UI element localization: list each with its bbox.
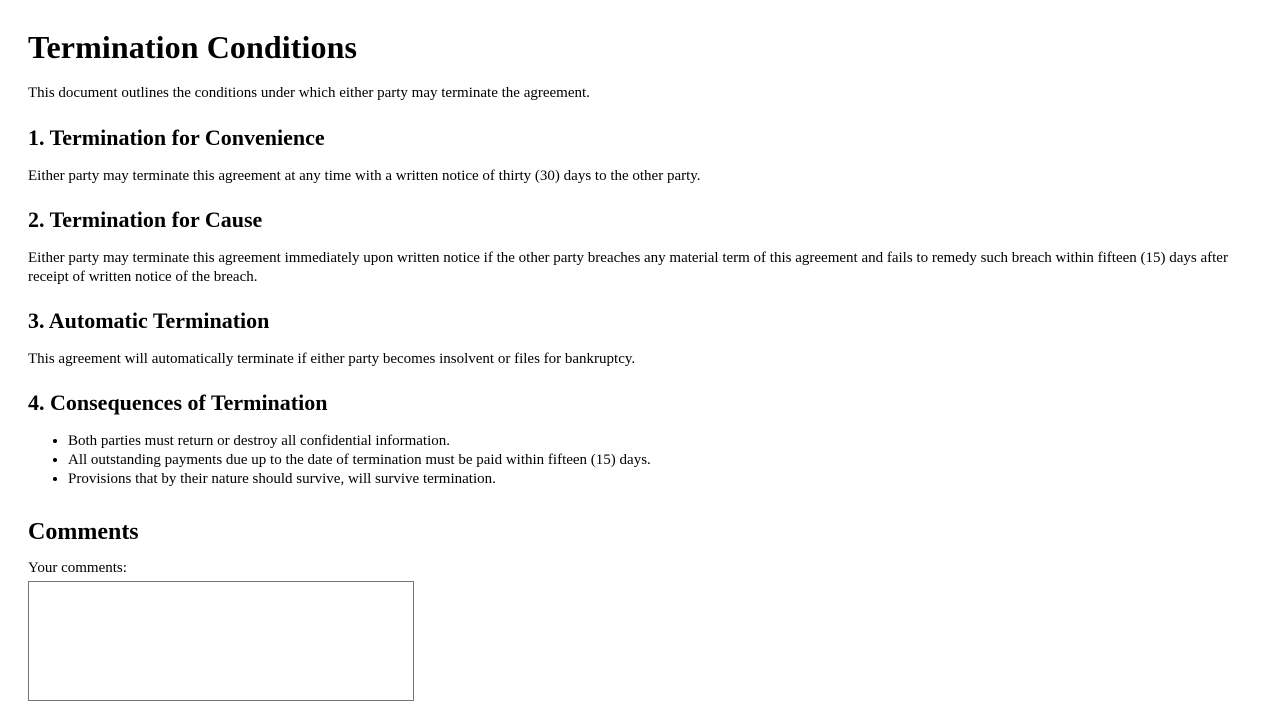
list-item: • Provisions that by their nature should survive, will survive termination.: [68, 470, 1250, 488]
section-body-1: Either party may terminate this agreement at any time with a written notice of thirty (30) days to the other party.: [28, 167, 701, 184]
comments-heading: Comments: [28, 518, 139, 545]
section-body-2: Either party may terminate this agreement immediately upon written notice if the other party breaches any material term of this agreement and fails to remedy such breach within fifteen (15) days after receipt of written notice of the breach.: [28, 249, 1228, 285]
section-heading-2: 2. Termination for Cause: [28, 207, 263, 233]
section-heading-1: 1. Termination for Convenience: [28, 125, 325, 151]
section-heading-3: 3. Automatic Termination: [28, 308, 270, 334]
section-heading-4: 4. Consequences of Termination: [28, 390, 328, 416]
comments-input[interactable]: [28, 581, 414, 701]
consequences-list: [28, 432, 1250, 489]
list-item: • Both parties must return or destroy all confidential information.: [68, 432, 1250, 450]
comments-label: Your comments:: [28, 559, 127, 576]
document-intro: This document outlines the conditions under which either party may terminate the agreement.: [28, 85, 590, 102]
page-title: Termination Conditions: [28, 29, 358, 65]
list-item: • All outstanding payments due up to the date of termination must be paid within fifteen (15) days.: [68, 451, 1250, 469]
section-body-3: This agreement will automatically terminate if either party becomes insolvent or files for bankruptcy.: [28, 350, 636, 367]
